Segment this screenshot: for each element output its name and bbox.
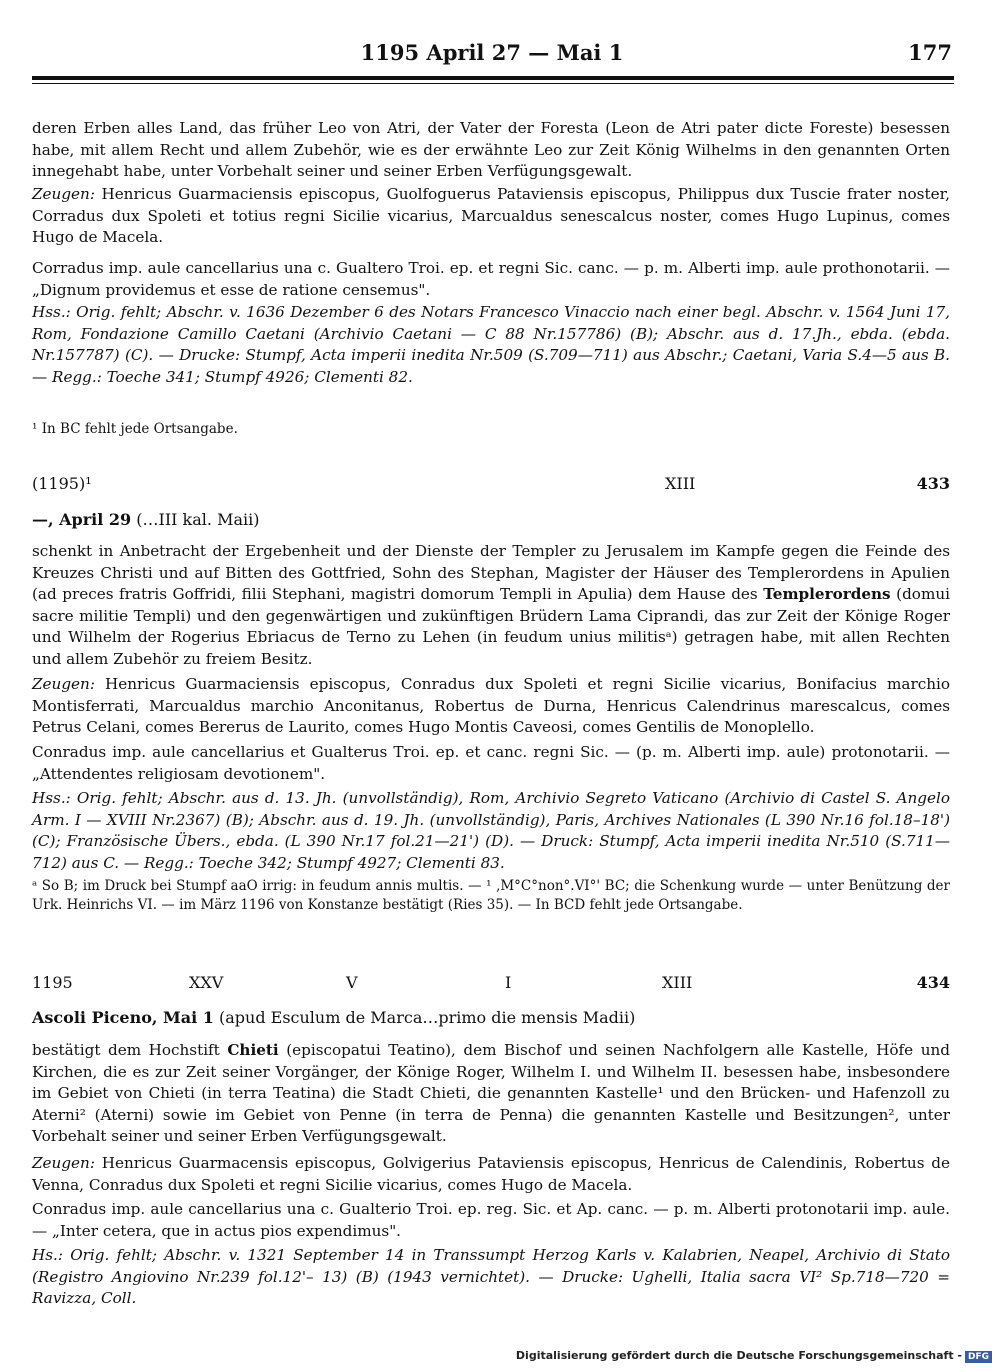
footer-text: Digitalisierung gefördert durch die Deutsche Forschungsgemeinschaft -: [515, 1349, 962, 1362]
doc433-chancery: Conradus imp. aule cancellarius et Gualterus Troi. ep. et canc. regni Sic. — (p. m. Alberti imp. aule) protonotarii. — „Attendentes religiosam devotionem".: [32, 743, 950, 783]
doc434-chancery: Conradus imp. aule cancellarius una c. Gualterio Troi. ep. reg. Sic. et Ap. canc. — p. m. Alberti protonotarii imp. aule. — „Inter cetera, que in actus pios expendimus".: [32, 1200, 950, 1240]
running-title: 1195 April 27 — Mai 1: [360, 40, 624, 65]
doc434-year: 1195: [32, 973, 73, 992]
doc434-indiction: XXV: [189, 973, 224, 992]
witnesses-text: Henricus Guarmaciensis episcopus, Guolfoguerus Pataviensis episcopus, Philippus dux Tuscie frater noster, Corradus dux Spoleti et totius regni Sicilie vicarius, Marcualdus senescalcus noster, comes Hugo Lupinus, comes Hugo de Macela.: [32, 185, 950, 246]
doc434-col4: I: [505, 973, 512, 992]
doc433-text-b: (domui sacre militie Templi) und den gegenwärtigen und zukünftigen Brüdern Lama Ciprandi, das zur Zeit der Könige Roger und Wilhelm der Rogerius Ebriacus de Terno zu Lehen (in feudum unius militisᵃ) getragen habe, mit allen Rechten und allem Zubehör zu freiem Besitz.: [32, 585, 950, 668]
continuation-sources: Hss.: Orig. fehlt; Abschr. v. 1636 Dezember 6 des Notars Francesco Vinaccio nach einer begl. Abschr. v. 1564 Juni 17, Rom, Fondazione Camillo Caetani (Archivio Caetani — C 88 Nr.157786) (B); Abschr. aus d. 17.Jh., ebda. (ebda. Nr.157787) (C). — Drucke: Stumpf, Acta imperii inedita Nr.509 (S.709—711) aus Abschr.; Caetani, Varia S.4—5 aus B. — Regg.: Toeche 341; Stumpf 4926; Clementi 82.: [32, 303, 950, 386]
running-header: [32, 40, 952, 70]
witnesses-text: Henricus Guarmacensis episcopus, Golvigerius Pataviensis episcopus, Henricus de Calendinis, Robertus de Venna, Conradus dux Spoleti et regni Sicilie vicarius, comes Hugo de Macela.: [32, 1154, 950, 1194]
doc434-text-a: bestätigt dem Hochstift: [32, 1041, 228, 1059]
header-rule-thick: [32, 76, 954, 80]
page-number: 177: [908, 40, 952, 65]
continuation-witnesses: [32, 184, 950, 249]
doc433-sources: Hss.: Orig. fehlt; Abschr. aus d. 13. Jh. (unvollständig), Rom, Archivio Segreto Vaticano (Archivio di Castel S. Angelo Arm. I — XVIII Nr.2367) (B); Abschr. aus d. 19. Jh. (unvollständig), Paris, Archives Nationales (L 390 Nr.16 fol.18–18') (C); Französische Übers., ebda. (L 390 Nr.17 fol.21—21') (D). — Druck: Stumpf, Acta imperii inedita Nr.510 (S.711—712) aus C. — Regg.: Toeche 342; Stumpf 4927; Clementi 83.: [32, 789, 950, 872]
witnesses-label: Zeugen:: [32, 675, 95, 693]
doc433-heading-row: [32, 474, 950, 498]
doc433-text-a: schenkt in Anbetracht der Ergebenheit und der Dienste der Templer zu Jerusalem im Kampfe gegen die Feinde des Kreuzes Christi und auf Bitten des Gottfried, Sohn des Stephan, Magister der Häuser des Templerordens in Apulien (ad preces fratris Goffridi, filii Stephani, magistri domorum Templi in Apulia) dem Hause des: [32, 542, 950, 603]
doc433-number: 433: [916, 474, 950, 493]
witnesses-text: Henricus Guarmaciensis episcopus, Conradus dux Spoleti et regni Sicilie vicarius, Bonifacius marchio Montisferrati, Marcualdus marchio Anconitanus, Robertus de Durna, Henricus Calendrinus marescalcus, comes Petrus Celani, comes Bererus de Laurito, comes Hugo Montis Caveosi, comes Gentilis de Monoplello.: [32, 675, 950, 736]
doc433-date-rest: (…III kal. Maii): [131, 510, 260, 529]
doc433-regnal: XIII: [665, 474, 696, 493]
doc433-date-bold: —, April 29: [32, 510, 132, 529]
doc434-sources: Hs.: Orig. fehlt; Abschr. v. 1321 September 14 in Transsumpt Herzog Karls v. Kalabrien, Neapel, Archivio di Stato (Registro Angiovino Nr.239 fol.12'– 13) (B) (1943 vernichtet). — Drucke: Ughelli, Italia sacra VI² Sp.718—720 = Ravizza, Coll.: [32, 1246, 950, 1307]
header-rule-thin: [32, 83, 954, 84]
doc434-witnesses: [32, 1153, 950, 1196]
doc434-text-b: (episcopatui Teatino), dem Bischof und seinen Nachfolgern alle Kastelle, Höfe und Kirchen, die es zur Zeit seiner Vorgänger, der Könige Roger, Wilhelm I. und Wilhelm II. besessen habe, insbesondere im Gebiet von Chieti (in terra Teatina) die Stadt Chieti, die genannten Kastelle¹ und den Brücken- und Hafenzoll zu Aterni² (Aterni) sowie im Gebiet von Penne (in terra de Penna) die genannten Kastelle und Besitzungen², unter Vorbehalt seiner und seiner Erben Verfügungsgewalt.: [32, 1041, 950, 1145]
doc434-number: 434: [916, 973, 950, 992]
continuation-text: deren Erben alles Land, das früher Leo von Atri, der Vater der Foresta (Leon de Atri pater dicte Foreste) besessen habe, mit allem Recht und allem Zubehör, wie es der erwähnte Leo zur Zeit König Wilhelms in den genannten Orten innegehabt habe, unter Vorbehalt seiner und seiner Erben Verfügungsgewalt.: [32, 119, 950, 180]
digitization-footer: [516, 1349, 992, 1363]
witnesses-label: Zeugen:: [32, 1154, 95, 1172]
doc433-footnotes: ᵃ So B; im Druck bei Stumpf aaO irrig: in feudum annis multis. — ¹ ‚M°C°non°.VI°' BC; die Schenkung wurde — unter Benützung der Urk. Heinrichs VI. — im März 1196 von Konstanze bestätigt (Ries 35). — In BCD fehlt jede Ortsangabe.: [32, 878, 950, 913]
continuation-chancery: Corradus imp. aule cancellarius una c. Gualtero Troi. ep. et regni Sic. canc. — p. m. Alberti imp. aule prothonotarii. — „Dignum providemus et esse de ratione censemus".: [32, 259, 950, 299]
doc433-year: (1195)¹: [32, 474, 92, 493]
doc434-heading-row: [32, 973, 950, 997]
doc434-recipient: Chieti: [227, 1041, 279, 1059]
doc434-regnal: XIII: [662, 973, 693, 992]
doc434-place-date: [32, 1008, 950, 1027]
doc434-place-bold: Ascoli Piceno, Mai 1: [32, 1008, 214, 1027]
doc433-witnesses: [32, 674, 950, 739]
doc434-col3: V: [346, 973, 358, 992]
doc434-place-rest: (apud Esculum de Marca…primo die mensis Madii): [213, 1008, 636, 1027]
doc434-text: [32, 1040, 950, 1148]
dfg-logo: DFG: [965, 1351, 992, 1363]
witnesses-label: Zeugen:: [32, 185, 95, 203]
continuation-footnote: ¹ In BC fehlt jede Ortsangabe.: [32, 421, 238, 437]
doc433-date: [32, 510, 950, 529]
doc433-text: [32, 541, 950, 670]
doc433-recipient: Templerordens: [763, 585, 891, 603]
